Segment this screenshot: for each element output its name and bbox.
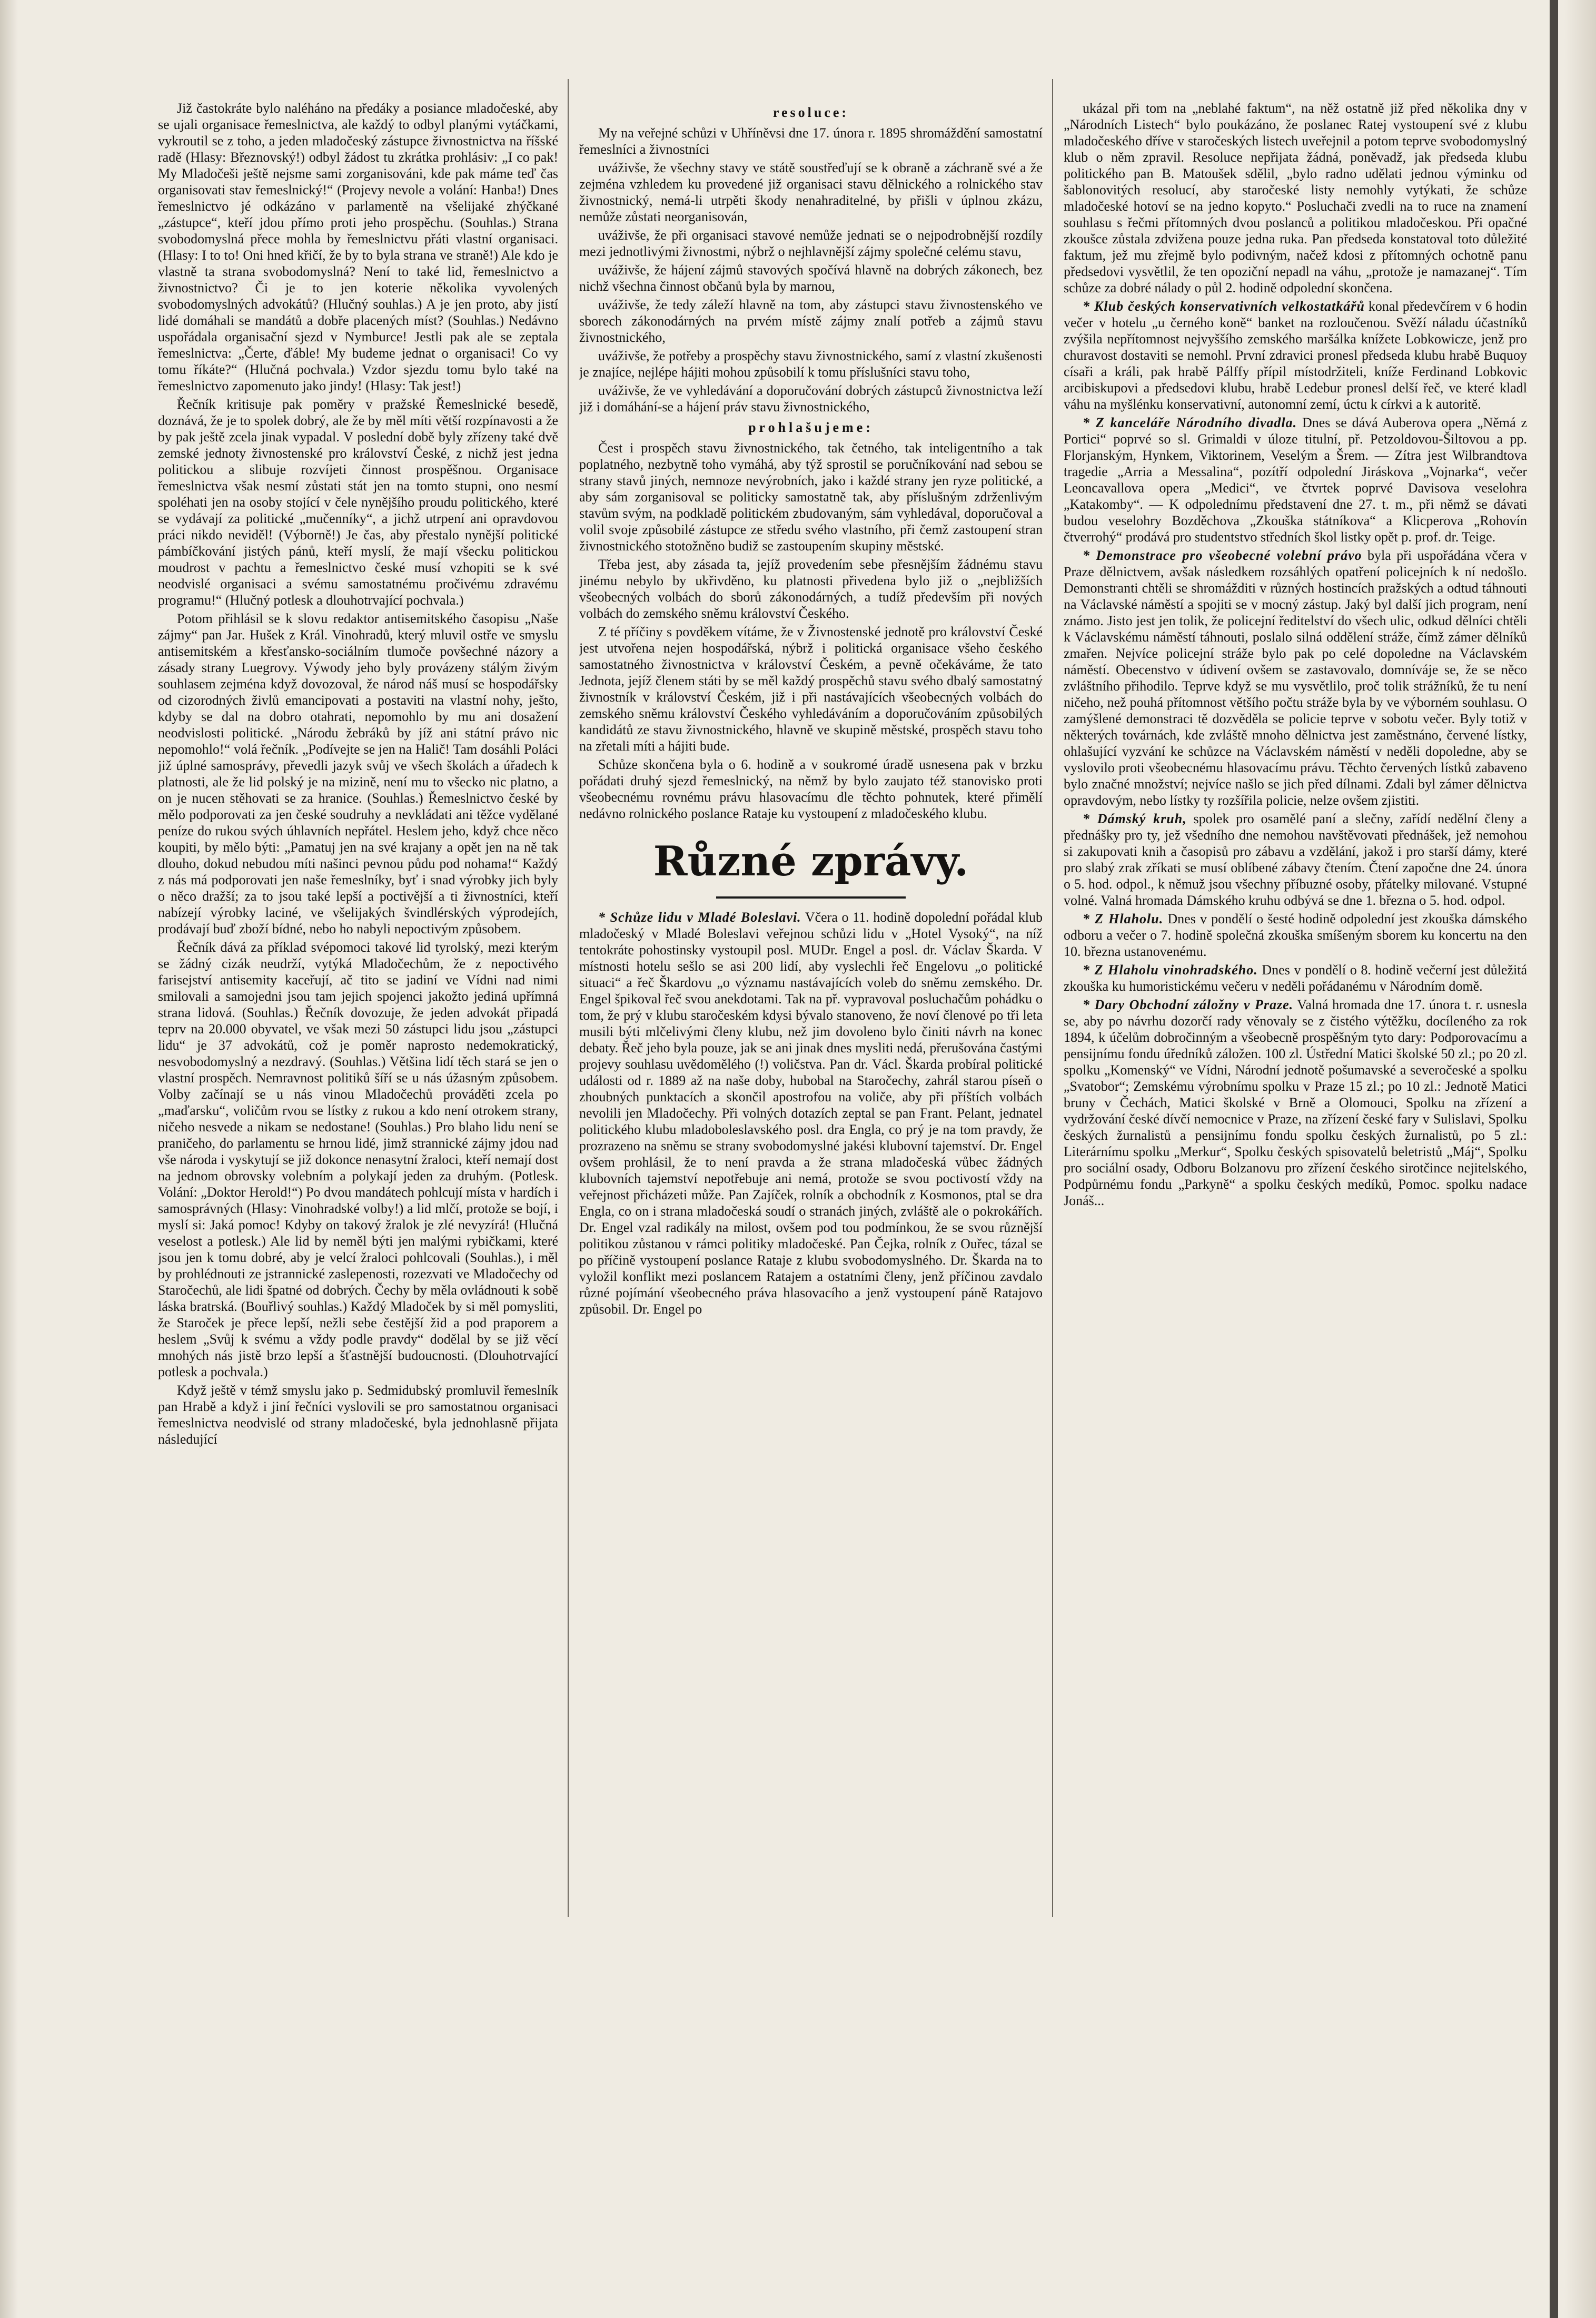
paragraph: Řečník kritisuje pak poměry v pražské Řemeslnické besedě, doznává, že je to spolek dobrý, ale že by měl míti větší rozpínavosti a že by pak ještě zcela jinak vypadal. V poslední době byly zřízeny také dvě zemské jednoty živnostenské pro království České, z nichž jest jedna politickou a slibuje rozvíjeti činnost prospěšnou. Organisace řemeslnictva však nesmí zůstati stát jen na tomto stupni, ono nesmí spoléhati jen na osoby stojící v čele nynějšího proudu politického, které se vydávají za politické „mučenníky“, a jichž utrpení ani opravdovou práci nikdo neviděl! (Výborně!) Je čas, aby přestalo nynější politické pámbíčkování jistých pánů, kteří myslí, že mají všecku politickou moudrost v pachtu a řemeslnictvo české musí vzhopiti se k své neodvislé organisaci a svému samostatnému pročivému zdravému programu!“ (Hlučný potlesk a dlouhotrvající pochvala.) bbox=[158, 397, 558, 608]
news-text: Včera o 11. hodině dopolední pořádal klub mladočeský v Mladé Boleslavi veřejnou schůzi lidu v „Hotel Vysoký“, na níž tentokráte pohostinsky vystoupil posl. MUDr. Engel a posl. dr. Václav Škarda. V místnosti hotelu sešlo se asi 200 lidí, aby vyslechli řeč Engelovu „o politické situaci“ a řeč Škardovu „o významu nastávajících voleb do sněmu zemského. Dr. Engel špikoval řeč svou anekdotami. Tak na př. vypravoval posluchačům pohádku o tom, že prý v klubu staročeském kdysi bývalo stanoveno, že noví členové po tři leta musili býti mlčelivými členy klubu, než jim dovoleno bylo činiti návrh na konec debaty. Řeč jeho byla pouze, jak se ani jinak dnes mysliti nedá, přerušována častými projevy souhlasu uvědomělého (!) voličstva. Pan dr. Václ. Škarda probíral politické události od r. 1889 až na naše doby, hubobal na Staročechy, zahrál starou píseň o zhoubných punktacích a skončil apostrofou na voliče, aby při příštích volbách nevolili jen Mladočechy. Při volných dotazích zeptal se pan Frant. Pelant, jednatel politického klubu mladoboleslavského posl. dra Engla, co prý je na tom pravdy, že prozrazeno na sněmu se strany svobodomyslné jakési klubovní tajemství. Dr. Engel ovšem prohlásil, že to není pravda a že strana mladočeská vůbec žádných klubovních tajemství nepotřebuje ani nemá, protože se svou poctivostí vždy na veřejnost přicházeti může. Pan Zajíček, rolník a obchodník z Kosmonos, ptal se dra Engla, co on i strana mladočeská soudí o stranách jiných, zvláště ale o pokrokářích. Dr. Engel vzal radikály na milost, ovšem pod tou podmínkou, že se svou různější politikou zůstanou v rámci politiky mladočeské. Pan Čejka, rolník z Ouřec, tázal se po příčině vystoupení poslance Rataje z klubu svobodomyslného. Dr. Škarda na to vyložil konflikt mezi poslancem Ratajem a ostatními členy, jenž příčinou zavdalo různé pojímání všeobecného práva hlasovacího a jenž vystoupení páně Ratajovo způsobil. Dr. Engel po bbox=[579, 910, 1043, 1317]
news-text: Valná hromada dne 17. února t. r. usnesla se, aby po návrhu dozorčí rady věnovaly se z čistého výtěžku, docíleného za rok 1894, k účelům dobročinným a všeobecně prospěšným tyto dary: Podporovacímu a pensijnímu fondu úředníků záložen. 100 zl. Ústřední Matici školské 50 zl.; po 20 zl. spolku „Komenský“ ve Vídni, Národní jednotě pošumavské a severočeské a spolku „Svatobor“; Zemskému výrobnímu spolku v Praze 15 zl.; po 10 zl.: Jednotě Matici bruny v Čechách, Matici školské v Brně a Olomouci, Spolku na zřízení a vydržování české dívčí nemocnice v Praze, na zřízení české fary v Sulislavi, Spolku českých žurnalistů a pensijnímu fondu spolku českých žurnalistů, po 5 zl.: Literárnímu spolku „Merkur“, Spolku českých spisovatelů beletristů „Máj“, Spolku pro sociální osady, Odboru Bolzanovu pro zřízení českého sirotčince nejitelského, Podpůrnému fondu „Parkyně“ a spolku českých medíků, Pomoc. spolku nadace Jonáš... bbox=[1064, 997, 1527, 1208]
news-text: spolek pro osamělé paní a slečny, zařídí nedělní členy a přednášky pro ty, jež všedního dne nemohou navštěvovati přednášek, jež nemohou si zakupovati knih a časopisů pro zábavu a vzdělání, jakož i pro starší dámy, které pro slabý zrak zříkati se musí oblíbené zábavy čtením. Čtení započne dne 24. února o 5. hod. odpol., k němuž jsou všechny příbuzné osoby, přátelky milované. Vstupné volné. Valná hromada Dámského kruhu odbývá se dne 1. března o 5. hod. odpol. bbox=[1064, 811, 1527, 908]
paragraph: My na veřejné schůzi v Uhříněvsi dne 17. února r. 1895 shromáždění samostatní řemeslníci a živnostníci bbox=[579, 125, 1043, 157]
column-3 bbox=[1064, 100, 1527, 1912]
paragraph: Schůze skončena byla o 6. hodině a v soukromé úradě usnesena pak v brzku pořádati druhý sjezd řemeslnický, na němž by bylo zaujato též stanovisko proti všeobecnému rovnému právu hlasovacímu dle těchto pohnutek, které přimělí nedávno rolnického poslance Rataje ku vystoupení z mladočeského klubu. bbox=[579, 757, 1043, 821]
news-item bbox=[1064, 100, 1527, 296]
paragraph: uváživše, že hájení zájmů stavových spočívá hlavně na dobrých zákonech, bez nichž všechna činnost občanů byla by marnou, bbox=[579, 262, 1043, 294]
news-lead: * Demonstrace pro všeobecné volební právo bbox=[1083, 548, 1362, 563]
news-text: Dnes v pondělí o 8. hodině večerní jest důležitá zkouška ku humoristickému večeru v neděli pořádanému v Národním domě. bbox=[1064, 962, 1527, 994]
news-item bbox=[1064, 962, 1527, 994]
news-lead: * Klub českých konservativních velkostatkářů bbox=[1083, 299, 1365, 314]
paragraph: Již častokráte bylo naléháno na předáky a posiance mladočeské, aby se ujali organisace řemeslnictva, ale každý to odbyl planými vytáčkami, vykroutil se z toho, a jeden mladočeský zástupce živnostnictva na říšské radě (Hlasy: Březnovský!) odbyl žádost tu zkrátka prohlásiv: „I co pak! My Mladočeši ještě nejsme sami zorganisováni, kde pak máme teď čas organisovati stav řemeslnický!“ (Projevy nevole a volání: Hanba!) Dnes řemeslnictvo jé odkázáno v parlamentě na všelijaké zhýčkané „zástupce“, kteří jdou přímo proti jeho prospěchu. (Souhlas.) Strana svobodomyslná přece mohla by řemeslnictvu přáti vlastní organisaci. (Hlasy: I to to! Oni hned křičí, že by to byla strana ve straně!) Ale kdo je vlastně ta strana svobodomyslná? Není to také lid, řemeslnictvo a živnostnictvo? Či je to jen koterie několika vyvolených svobodomyslných advokátů? (Hlučný souhlas.) A je jen proto, aby jistí lidé domáhali se mandátů a dobře placených míst? (Souhlas.) Nedávno uspořádala organisační sjezd v Nymburce! Jestli pak ale se zeptala řemeslnictva: „Čerte, ďáble! My budeme jednat o organisaci! Co vy tomu říkáte?“ (Hlučná pochvala.) Vzdor sjezdu tomu bylo také na řemeslnictvo zapomenuto jako jindy! (Hlasy: Tak jest!) bbox=[158, 101, 558, 393]
paragraph: Čest i prospěch stavu živnostnického, tak četného, tak inteligentního a tak poplatného, nezbytně toho vymáhá, aby týž sprostil se poručníkování nad sebou se strany stavů jiných, nemnoze nevýrobních, jako i každé strany jen ryze politické, a aby sám zorganisoval se politicky samostatně tak, aby příslušným zdrženlivým stavům svým, na podkladě politickém zbudovaným, sám vyhledával, doporučoval a volil svoje způsobilé zástupce ze středu svého vlastního, při čemž zastoupení stran živnostnického stotožněno budiž se zastoupením skupiny městské. bbox=[579, 440, 1043, 554]
paragraph: Třeba jest, aby zásada ta, jejíž provedením sebe přesnějším žádnému stavu jinému nebylo by ukřivděno, ku platnosti přivedena bylo již o „nejbližších všeobecných volbách do sborů zákonodárných, a tudíž především při nových volbách do zemského sněmu království Českého. bbox=[579, 557, 1043, 621]
column-rule bbox=[568, 79, 569, 1917]
column-1 bbox=[158, 100, 558, 1912]
paragraph: uváživše, že ve vyhledávání a doporučování dobrých zástupců živnostnictva leží již i domáhání-se a hájení práv stavu živnostnického, bbox=[579, 383, 1043, 415]
column-rule bbox=[1052, 79, 1053, 1917]
binding-stripe bbox=[1550, 0, 1558, 2318]
paragraph: uváživše, že potřeby a prospěchy stavu živnostnického, samí z vlastní zkušenosti je znajíce, nejlépe hájiti mohou způsobilí k tomu příslušníci stavu toho, bbox=[579, 348, 1043, 380]
news-item bbox=[1064, 997, 1527, 1209]
resolution-heading: resoluce: bbox=[772, 105, 849, 120]
paragraph: Když ještě v témž smyslu jako p. Sedmidubský promluvil řemeslník pan Hrabě a když i jiní řečníci vyslovili se pro samostatnou organisaci řemeslnictva neodvislé od strany mladočeské, byla jednohlasně přijata následující bbox=[158, 1383, 558, 1447]
subheading: prohlašujeme: bbox=[748, 420, 874, 435]
paragraph: Z té příčiny s povděkem vítáme, že v Živnostenské jednotě pro království České jest utvořena nejen hospodářská, nýbrž i politická organisace všeho českého samostatného živnostnictva v království Českém, a pevně očekáváme, že tato Jednota, jejíž členem státi by se měl každý prospěchů stavu svého dbalý samostatný živnostník v království Českém, již i při nastávajících všeobecných volbách do zemského sněmu království Českého vyhledáváním a doporučováním způsobilých kandidátů ze stavu živnostnického, hlavně ve skupině městské, prospěch stavu toho na zřetali míti a hájiti bude. bbox=[579, 624, 1043, 754]
news-text: Dnes se dává Auberova opera „Němá z Portici“ poprvé so sl. Grimaldi v úloze titulní, př. Petzoldovou-Šiltovou a pp. Florjanským, Hynkem, Viktorinem, Veselým a Šrem. — Zítra jest Wilbrandtova tragedie „Arria a Messalina“, pozítří odpolední Jiráskova „Vojnarka“, večer Leoncavallova opera „Medici“, ve čtvrtek poprvé Davisova veselohra „Katakomby“. — K odpolednímu představení dne 27. t. m., při němž se dávati budou veselohry Bozděchova „Zkouška státníkova“ a Klicperova „Rohovín čtverrohý“ prodává pro studentstvo středních škol listky opět p. prof. dr. Teige. bbox=[1064, 415, 1527, 545]
scan-edge-left bbox=[0, 0, 18, 2318]
column-2 bbox=[579, 100, 1043, 1912]
news-item bbox=[579, 909, 1043, 1317]
paragraph: uváživše, že všechny stavy ve státě soustřeďují se k obraně a záchraně své a že zejména vzhledem ku provedené již organisaci stavu dělnického a rolnického stav živnostnický, nemá-li utrpěti škody nenahraditelné, by přišli v úplnou zkázu, nemůže zůstati neorganisován, bbox=[579, 160, 1043, 224]
news-item bbox=[1064, 415, 1527, 545]
news-item bbox=[1064, 811, 1527, 909]
scan-edge-right bbox=[1564, 0, 1596, 2318]
news-lead: * Z kanceláře Národního divadla. bbox=[1083, 415, 1297, 430]
news-item bbox=[1064, 547, 1527, 808]
section-rule bbox=[716, 896, 906, 899]
news-lead: * Schůze lidu v Mladé Boleslavi. bbox=[598, 910, 801, 925]
news-text: ukázal při tom na „neblahé faktum“, na něž ostatně již před několika dny v „Národních Listech“ bylo poukázáno, že poslanec Ratej vystoupení své z klubu mladočeského dříve v staročeských listech uveřejnil a potom teprve svobodomyslný klub o něm zpravil. Resoluce nepřijata žádná, poněvadž, jak předseda klubu politického pan B. Matoušek sdělil, „bylo radno udělati jednou výminku od šablonovitých resolucí, aby staročeské listy nemohly vytýkati, že schůze mladočeské hotoví se na jedno kopyto.“ Posluchači zvedli na to ruce na znamení souhlasu s řečmi přítomných dvou poslanců a politikou mladočeskou. Při opačné zkoušce zůstala zdvižena pouze jedna ruka. Pan předseda konstatoval toto důležité faktum, jež mu zřejmě bylo podivným, načež kdosi z přítomných ochotně panu předsedovi vysvětlil, že ten opoziční nepadl na váhu, „protože je namazanej“. Tím schůze za dobré nálady o půl 2. hodině odpolední skončena. bbox=[1064, 101, 1527, 295]
news-lead: * Dary Obchodní záložny v Praze. bbox=[1083, 997, 1294, 1012]
paragraph: uváživše, že tedy záleží hlavně na tom, aby zástupci stavu živnostenského ve sborech zákonodárných na prvém místě zájmy znalí potřeb a zájmů stavu živnostnického, bbox=[579, 297, 1043, 345]
news-item bbox=[1064, 911, 1527, 960]
news-text: konal předevčírem v 6 hodin večer v hotelu „u černého koně“ banket na rozloučenou. Svěží náladu účastníků zvýšila nepřítomnost nejvyššího zemského maršálka knížete Lobkowicze, jenž pro churavost dostaviti se nemohl. První zdravici pronesl předseda klubu hrabě Buquoy císaři a králi, pak hrabě Pálffy přípil místodržiteli, kníže Ferdinand Lobkovic arcibiskupovi a předsedovi klubu, hrabě Ledebur pronesl delší řeč, ve které kladl váhu na myšlénku konservativní, autonomní zemí, úctu k církvi a k autoritě. bbox=[1064, 299, 1527, 412]
paragraph: Potom přihlásil se k slovu redaktor antisemitského časopisu „Naše zájmy“ pan Jar. Hušek z Král. Vinohradů, který mluvil ostře ve smyslu antisemitském a křesťansko-sociálním tlumoče povšechné názory a zásady strany Luegrovy. Výwody jeho byly provázeny stálým živým souhlasem zejména když dovozoval, že národ náš musí se hospodářsky od cizorodných živlů emancipovati a postaviti na vlastní nohy, ješto, kdyby se dal na dobro otahrati, nepomohlo by mu ani dosažení neodvislosti politické. „Národu žebráků by jíž ani státní právo nic nepomohlo!“ volá řečník. „Podívejte se jen na Halič! Tam dosáhli Poláci již úplné samosprávy, převedli jazyk svůj ve všech školách a úřadech k platnosti, ale že lid polský je na mizině, není mu to všecko nic platno, a on je nucen stěhovati se za hranice. (Souhlas.) Řemeslnictvo české by mělo podporovati za jen české soudruhy a nevkládati ani těžce vydělané peníze do rukou svých úhlavních nepřátel. Heslem jeho, když chce něco koupiti, by mělo býti: „Pamatuj jen na své krajany a opět jen na ně tak dlouho, dokud nebudou míti našinci pevnou půdu pod nohama!“ Každý z nás má podporovati jen naše řemeslníky, byť i snad výrobky jich byly o něco dražší; za to jsou také lepší a poctivější a ti živnostníci, kteří nabízejí výrobky laciné, ve všelijakých švindlérských výprodejích, prodávají buď zboží bídné, nebo ho nabyli nepoctivým způsobem. bbox=[158, 611, 558, 936]
news-lead: * Dámský kruh, bbox=[1083, 811, 1187, 826]
news-text: Dnes v pondělí o šesté hodině odpolední jest zkouška dámského odboru a večer o 7. hodině společná zkouška smíšeným sborem ku koncertu na den 10. března ustanovenému. bbox=[1064, 911, 1527, 959]
section-title: Různé zprávy. bbox=[653, 837, 969, 885]
paragraph: uváživše, že při organisaci stavové nemůže jednati se o nejpodrobnější rozdíly mezi jednotlivými živnostmi, nýbrž o nejhlavnější zájmy společné celému stavu, bbox=[579, 228, 1043, 259]
paragraph: Řečník dává za příklad svépomoci takové lid tyrolský, mezi kterým se žádný cizák neudrží, vytýká Mladočechům, že z nepoctivého farisejství antisemity kaceřují, ač tito se jadiní ve Vídni nad nimi smilovali a samojedni jsou tam jejich spojenci jakožto jediná upřímná strana lidová. (Souhlas.) Řečník dovozuje, že jeden advokát připadá teprv na 20.000 obyvatel, ve však mezi 50 zástupci lidu jsou „zástupci lidu“ je 37 advokátů, což je poměr naprosto nedemokratický, nesvobodomyslný a nezdravý. (Souhlas.) Většina lidí těch stará se jen o vlastní prospěch. Nemravnost politiků šíří se u nás úžasným způsobem. Volby začínají se u nás vinou Mladočechů prováděti zcela po „maďarsku“, voličům rvou se lístky z rukou a kdo není otrokem strany, ničeho nesvede a nikam se nedostane! (Souhlas.) Pro blaho lidu není se praničeho, do parlamentu se hrnou lidé, jimž strannické zájmy jdou nad vše národa i vyskytují se již dokonce nenasytní žraloci, kteří nemají dost na jednom obrovsky volebním a polykají jeden za druhým. (Potlesk. Volání: „Doktor Herold!“) Po dvou mandátech pohlcují místa v hardích i samosprávných (Hlasy: Vinohradské volby!) a lid mlčí, protože se bojí, i myslí si: Jaká pomoc! Kdyby on takový žralok je zlé nevyzírá! (Hlučná veselost a potlesk.) Ale lid by neměl býti jen malými rybičkami, které jsou jen k tomu dobré, aby je velcí žraloci pohlcovali (Souhlas.), i měl by prohlédnouti ze jstrannické zaslepenosti, rozezvati ve Mladočechy od Staročechů, ale lidi špatné od dobrých. Čechy by měla ovládnouti k sobě láska bratrská. (Bouřlivý souhlas.) Každý Mladoček by si měl pomysliti, že Staroček je přece lepší, nežli sebe čestější žid a pod praporem a heslem „Svůj k svému a vždy podle pravdy“ dodělal by se již věcí mnohých nás jistě brzo lepší a šťastnější budoucnosti. (Dlouhotrvající potlesk a pochvala.) bbox=[158, 940, 558, 1379]
news-text: byla při uspořádána včera v Praze dělnictvem, avšak následkem rozsáhlých opatření policejních k ní nedošlo. Demonstranti chtěli se shromážditi v různých hostincích pražských a odtud táhnouti na Václavské náměstí a spojiti se v mocný zástup. Jaký byl další jich program, není známo. Jisto jest jen tolik, že policejní ředitelství do všech ulic, odkud dělníci chtěli k Václavskému náměstí táhnouti, poslalo silná oddělení stráže, čímž zámer dělníků zmařen. Nejvíce policejní stráže bylo pak po celé dopoledne na Václavském náměstí. Obecenstvo v údivení ovšem se zastavovalo, domníváje se, že se něco zvláštního přihodilo. Teprve když se mu vysvětlilo, proč tolik strážníků, že tu není ničeho, než pouhá přítomnost většího počtu stráže byla by ve výborném souhlasu. O zamýšlené demonstraci tě dozvěděla se policie teprve v sobotu večer. Byly totiž v některých továrnách, kde zvláště mnoho dělnictva jest zaměstnáno, červené lístky, ohlašující vyzvání ke schůzce na Václavském náměstí v neděli dopoledne, aby se vyslovilo proti všeobecnému hlasovacímu právu. Těchto červených lístků zabaveno bylo značné množství; nejvíce našlo se jich před dílnami. Zdali byl zámer dělnictva opravdovým, nebo lístky ty rozšířila policie, nelze ovšem zjistiti. bbox=[1064, 548, 1527, 808]
news-lead: * Z Hlaholu vinohradského. bbox=[1083, 962, 1258, 978]
news-item bbox=[1064, 298, 1527, 412]
news-lead: * Z Hlaholu. bbox=[1083, 911, 1164, 926]
